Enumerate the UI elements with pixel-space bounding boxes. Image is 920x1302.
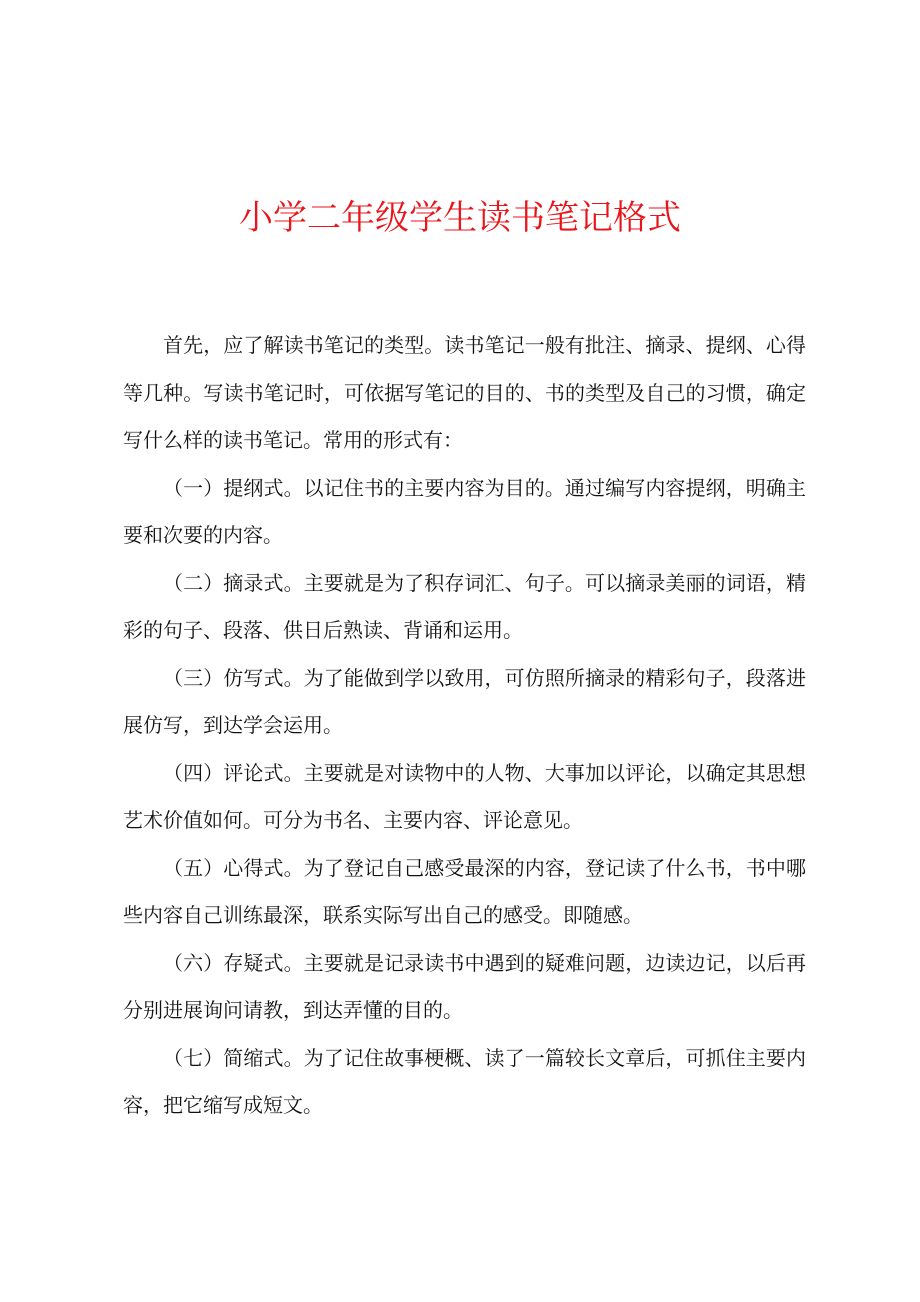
paragraph-intro: 首先，应了解读书笔记的类型。读书笔记一般有批注、摘录、提纲、心得等几种。写读书笔记时，可依据写笔记的目的、书的类型及自己的习惯，确定写什么样的读书笔记。常用的形式有： xyxy=(123,333,806,452)
paragraph-review-style: （四）评论式。主要就是对读物中的人物、大事加以评论，以确定其思想艺术价值如何。可分为书名、主要内容、评论意见。 xyxy=(123,760,806,832)
paragraph-reflection-style: （五）心得式。为了登记自己感受最深的内容，登记读了什么书，书中哪些内容自己训练最深，联系实际写出自己的感受。即随感。 xyxy=(123,855,806,927)
paragraph-abridged-style: （七）简缩式。为了记住故事梗概、读了一篇较长文章后，可抓住主要内容，把它缩写成短文。 xyxy=(123,1045,806,1117)
document-title: 小学二年级学生读书笔记格式 xyxy=(239,198,681,238)
paragraph-question-style: （六）存疑式。主要就是记录读书中遇到的疑难问题，边读边记，以后再分别进展询问请教，到达弄懂的目的。 xyxy=(123,950,806,1022)
paragraph-outline-style: （一）提纲式。以记住书的主要内容为目的。通过编写内容提纲，明确主要和次要的内容。 xyxy=(123,475,806,547)
paragraph-imitation-style: （三）仿写式。为了能做到学以致用，可仿照所摘录的精彩句子，段落进展仿写，到达学会运用。 xyxy=(123,665,806,737)
document-body xyxy=(123,322,806,1130)
paragraph-excerpt-style: （二）摘录式。主要就是为了积存词汇、句子。可以摘录美丽的词语，精彩的句子、段落、供日后熟读、背诵和运用。 xyxy=(123,570,806,642)
